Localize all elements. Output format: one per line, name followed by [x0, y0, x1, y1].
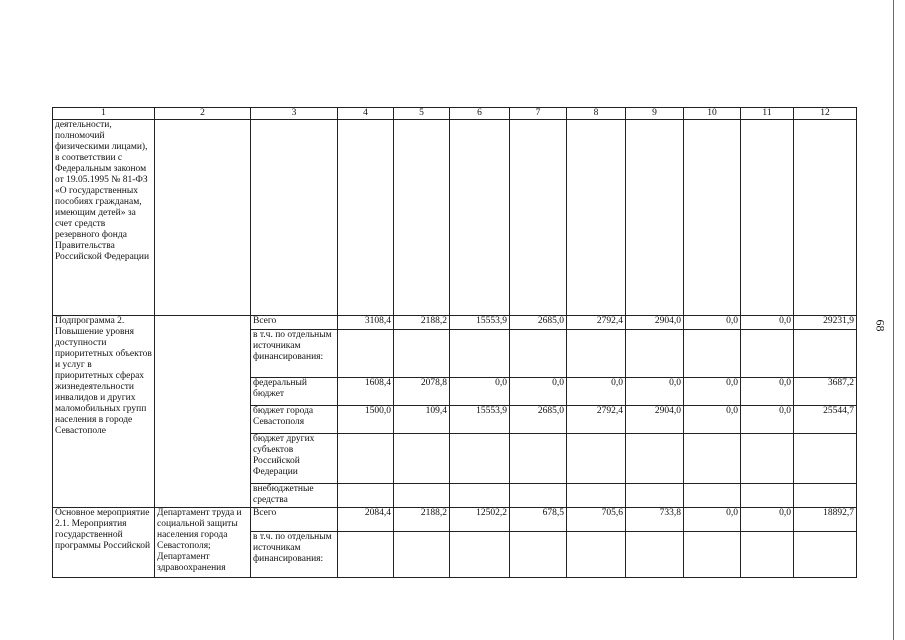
funding-source-label: бюджет других субъектов Российской Федерации: [251, 434, 338, 484]
funding-source-label: Всего: [251, 316, 338, 330]
amount-cell: [567, 434, 626, 484]
amount-cell: [567, 532, 626, 578]
amount-cell: 0,0: [684, 378, 741, 406]
amount-cell: [394, 484, 450, 508]
amount-cell: 678,5: [510, 508, 567, 532]
column-header: 6: [450, 108, 510, 120]
amount-cell: 0,0: [626, 378, 684, 406]
amount-cell: [338, 330, 394, 378]
amount-cell: 2792,4: [567, 316, 626, 330]
amount-cell: 2904,0: [626, 316, 684, 330]
column-header: 4: [338, 108, 394, 120]
amount-cell: 109,4: [394, 406, 450, 434]
amount-cell: 2078,8: [394, 378, 450, 406]
amount-cell: 0,0: [450, 378, 510, 406]
amount-cell: [338, 484, 394, 508]
amount-cell: 2685,0: [510, 316, 567, 330]
amount-cell: 2792,4: [567, 406, 626, 434]
column-header: 3: [251, 108, 338, 120]
amount-cell: [394, 434, 450, 484]
amount-cell: [450, 434, 510, 484]
amount-cell: [626, 484, 684, 508]
amount-cell: 0,0: [741, 508, 794, 532]
amount-cell: [338, 532, 394, 578]
amount-cell: [450, 330, 510, 378]
column-header: 8: [567, 108, 626, 120]
amount-cell: [741, 434, 794, 484]
amount-cell: [684, 484, 741, 508]
amount-cell: [567, 330, 626, 378]
amount-cell: [510, 434, 567, 484]
amount-cell: [394, 330, 450, 378]
amount-cell: 0,0: [684, 406, 741, 434]
funding-source-label: Всего: [251, 508, 338, 532]
amount-cell: [626, 434, 684, 484]
amount-cell: [794, 484, 857, 508]
main-measure-row: [53, 508, 857, 532]
column-header: 10: [684, 108, 741, 120]
amount-cell: 0,0: [567, 378, 626, 406]
amount-cell: 15553,9: [450, 316, 510, 330]
subprogram-title: Подпрограмма 2. Повышение уровня доступности приоритетных объектов и услуг в приоритетных сферах жизнедеятельности инвалидов и других маломобильных групп населения в городе Севастополе: [53, 316, 155, 508]
amount-cell: 2904,0: [626, 406, 684, 434]
amount-cell: 0,0: [741, 378, 794, 406]
page-edge-line: [893, 0, 894, 640]
amount-cell: [794, 330, 857, 378]
amount-cell: 3108,4: [338, 316, 394, 330]
amount-cell: [450, 484, 510, 508]
amount-cell: [741, 532, 794, 578]
amount-cell: 12502,2: [450, 508, 510, 532]
amount-cell: [684, 434, 741, 484]
column-header: 7: [510, 108, 567, 120]
continuation-description: деятельности, полномочий физическими лицами), в соответствии с Федеральным законом от 19.05.1995 № 81-ФЗ «О государственных пособиях гражданам, имеющим детей» за счет средств резервного фонда Правительства Российской Федерации: [53, 120, 155, 316]
amount-cell: 1500,0: [338, 406, 394, 434]
funding-source-label: внебюджетные средства: [251, 484, 338, 508]
amount-cell: [626, 532, 684, 578]
financing-table: [52, 107, 857, 578]
amount-cell: 29231,9: [794, 316, 857, 330]
amount-cell: [794, 434, 857, 484]
amount-cell: 0,0: [684, 316, 741, 330]
amount-cell: [394, 532, 450, 578]
amount-cell: [567, 484, 626, 508]
funding-source-label: федеральный бюджет: [251, 378, 338, 406]
amount-cell: 733,8: [626, 508, 684, 532]
amount-cell: [684, 330, 741, 378]
main-measure-title: Основное мероприятие 2.1. Мероприятия государственной программы Российской: [53, 508, 155, 578]
amount-cell: 705,6: [567, 508, 626, 532]
amount-cell: [626, 330, 684, 378]
amount-cell: 15553,9: [450, 406, 510, 434]
amount-cell: 0,0: [684, 508, 741, 532]
amount-cell: 2188,2: [394, 508, 450, 532]
funding-source-label: в т.ч. по отдельным источникам финансирования:: [251, 330, 338, 378]
amount-cell: 0,0: [741, 316, 794, 330]
amount-cell: [741, 330, 794, 378]
amount-cell: 0,0: [510, 378, 567, 406]
amount-cell: [510, 532, 567, 578]
amount-cell: 2084,4: [338, 508, 394, 532]
amount-cell: [510, 484, 567, 508]
column-header: 2: [155, 108, 251, 120]
subprogram-row: [53, 316, 857, 330]
column-header: 11: [741, 108, 794, 120]
amount-cell: 0,0: [741, 406, 794, 434]
amount-cell: 1608,4: [338, 378, 394, 406]
amount-cell: 18892,7: [794, 508, 857, 532]
funding-source-label: в т.ч. по отдельным источникам финансирования:: [251, 532, 338, 578]
amount-cell: 2685,0: [510, 406, 567, 434]
amount-cell: 25544,7: [794, 406, 857, 434]
amount-cell: [794, 532, 857, 578]
subprogram-executor: [155, 316, 251, 508]
amount-cell: [510, 330, 567, 378]
amount-cell: 3687,2: [794, 378, 857, 406]
column-header: 12: [794, 108, 857, 120]
main-measure-executor: Департамент труда и социальной защиты населения города Севастополя; Департамент здравоохранения: [155, 508, 251, 578]
amount-cell: 2188,2: [394, 316, 450, 330]
column-header: 9: [626, 108, 684, 120]
funding-source-label: бюджет города Севастополя: [251, 406, 338, 434]
amount-cell: [741, 484, 794, 508]
amount-cell: [450, 532, 510, 578]
column-header: 5: [394, 108, 450, 120]
table-header-row: [53, 108, 857, 120]
amount-cell: [684, 532, 741, 578]
continuation-row: [53, 120, 857, 316]
amount-cell: [338, 434, 394, 484]
page-number: 68: [873, 319, 888, 332]
column-header: 1: [53, 108, 155, 120]
